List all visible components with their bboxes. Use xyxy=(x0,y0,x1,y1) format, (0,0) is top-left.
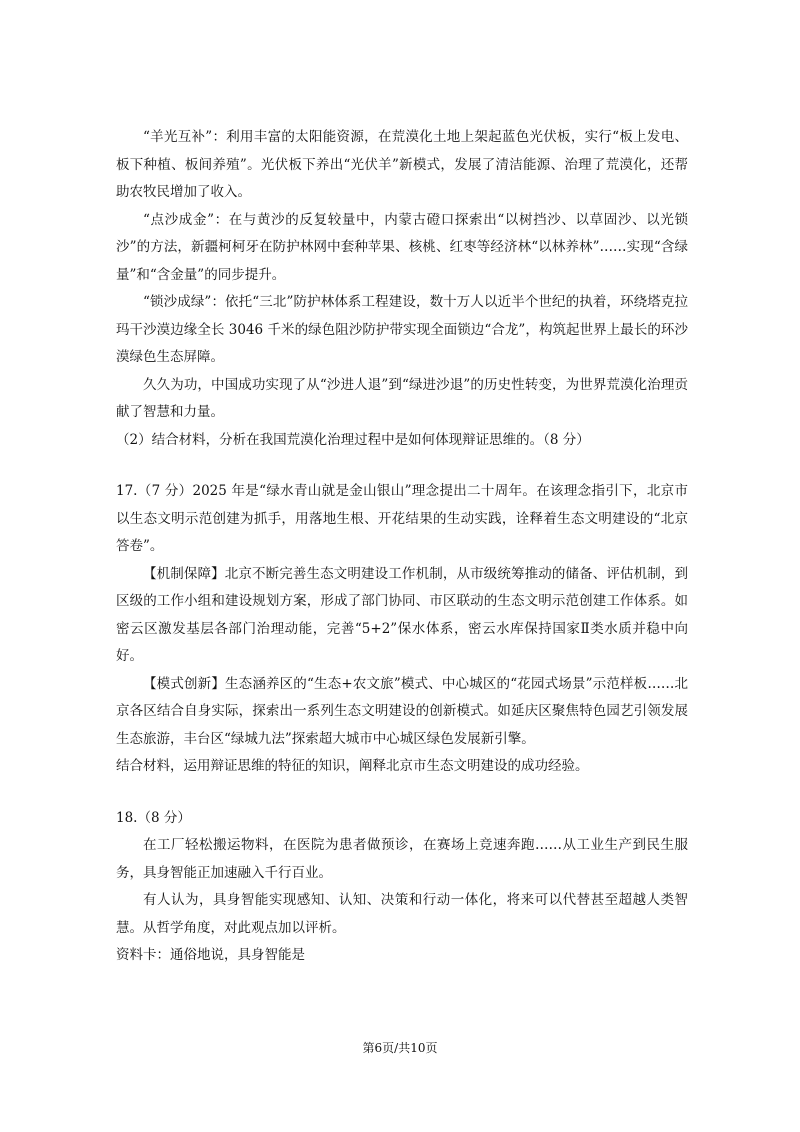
question-18-heading: 18.（8 分） xyxy=(116,809,191,826)
paragraph-embodied-ai-scenes: 在工厂轻松搬运物料，在医院为患者做预诊，在赛场上竞速奔跑……从工业生产到民生服务，具身智能正加速融入千行百业。 xyxy=(116,837,688,881)
paragraph-sand-to-gold: “点沙成金”：在与黄沙的反复较量中，内蒙古磴口探索出“以树挡沙、以草固沙、以光锁沙”的方法，新疆柯柯牙在防护林网中套种苹果、核桃、红枣等经济林“以林养林”……实现“含绿量”和“含金量”的同步提升。 xyxy=(116,211,688,283)
paragraph-mechanism: 【机制保障】北京不断完善生态文明建设工作机制，从市级统筹推动的储备、评估机制，到区级的工作小组和建设规划方案，形成了部门协同、市区联动的生态文明示范创建工作体系。如密云区激发基层各部门治理动能，完善“5+2”保水体系，密云水库保持国家Ⅱ类水质并稳中向好。 xyxy=(116,565,688,664)
paragraph-lock-sand: “锁沙成绿”：依托“三北”防护林体系工程建设，数十万人以近半个世纪的执着，环绕塔克拉玛干沙漠边缘全长 3046 千米的绿色阻沙防护带实现全面锁边“合龙”，构筑起世界上最长的环沙漠绿色生态屏障。 xyxy=(116,294,688,365)
question-17-task: 结合材料，运用辩证思维的特征的知识，阐释北京市生态文明建设的成功经验。 xyxy=(116,758,589,774)
info-card: 资料卡：通俗地说，具身智能是 xyxy=(116,947,305,963)
question-17-stem: 17.（7 分）2025 年是“绿水青山就是金山银山”理念提出二十周年。在该理念指引下，北京市以生态文明示范创建为抓手，用落地生根、开花结果的生动实践，诠释着生态文明建设的“北京答卷”。 xyxy=(116,483,688,554)
question-16-part-2: （2）结合材料，分析在我国荒漠化治理过程中是如何体现辩证思维的。（8 分） xyxy=(116,431,590,448)
page-content xyxy=(116,124,688,970)
paragraph-solar-sheep: “羊光互补”：利用丰富的太阳能资源，在荒漠化土地上架起蓝色光伏板，实行“板上发电、板下种植、板间养殖”。光伏板下养出“光伏羊”新模式，发展了清洁能源、治理了荒漠化，还帮助农牧民增加了收入。 xyxy=(116,129,688,200)
paragraph-model-innovation: 【模式创新】生态涵养区的“生态+农文旅”模式、中心城区的“花园式场景”示范样板……北京各区结合自身实际，探索出一系列生态文明建设的创新模式。如延庆区聚焦特色园艺引领发展生态旅游，丰台区“绿城九法”探索超大城市中心城区绿色发展新引擎。 xyxy=(116,675,688,747)
page-indicator: 第6页/共10页 xyxy=(362,1041,438,1055)
paragraph-conclusion: 久久为功，中国成功实现了从“沙进人退”到“绿进沙退”的历史性转变，为世界荒漠化治理贡献了智慧和力量。 xyxy=(116,376,688,420)
paragraph-embodied-ai-view: 有人认为，具身智能实现感知、认知、决策和行动一体化，将来可以代替甚至超越人类智慧。从哲学角度，对此观点加以评析。 xyxy=(116,892,688,936)
